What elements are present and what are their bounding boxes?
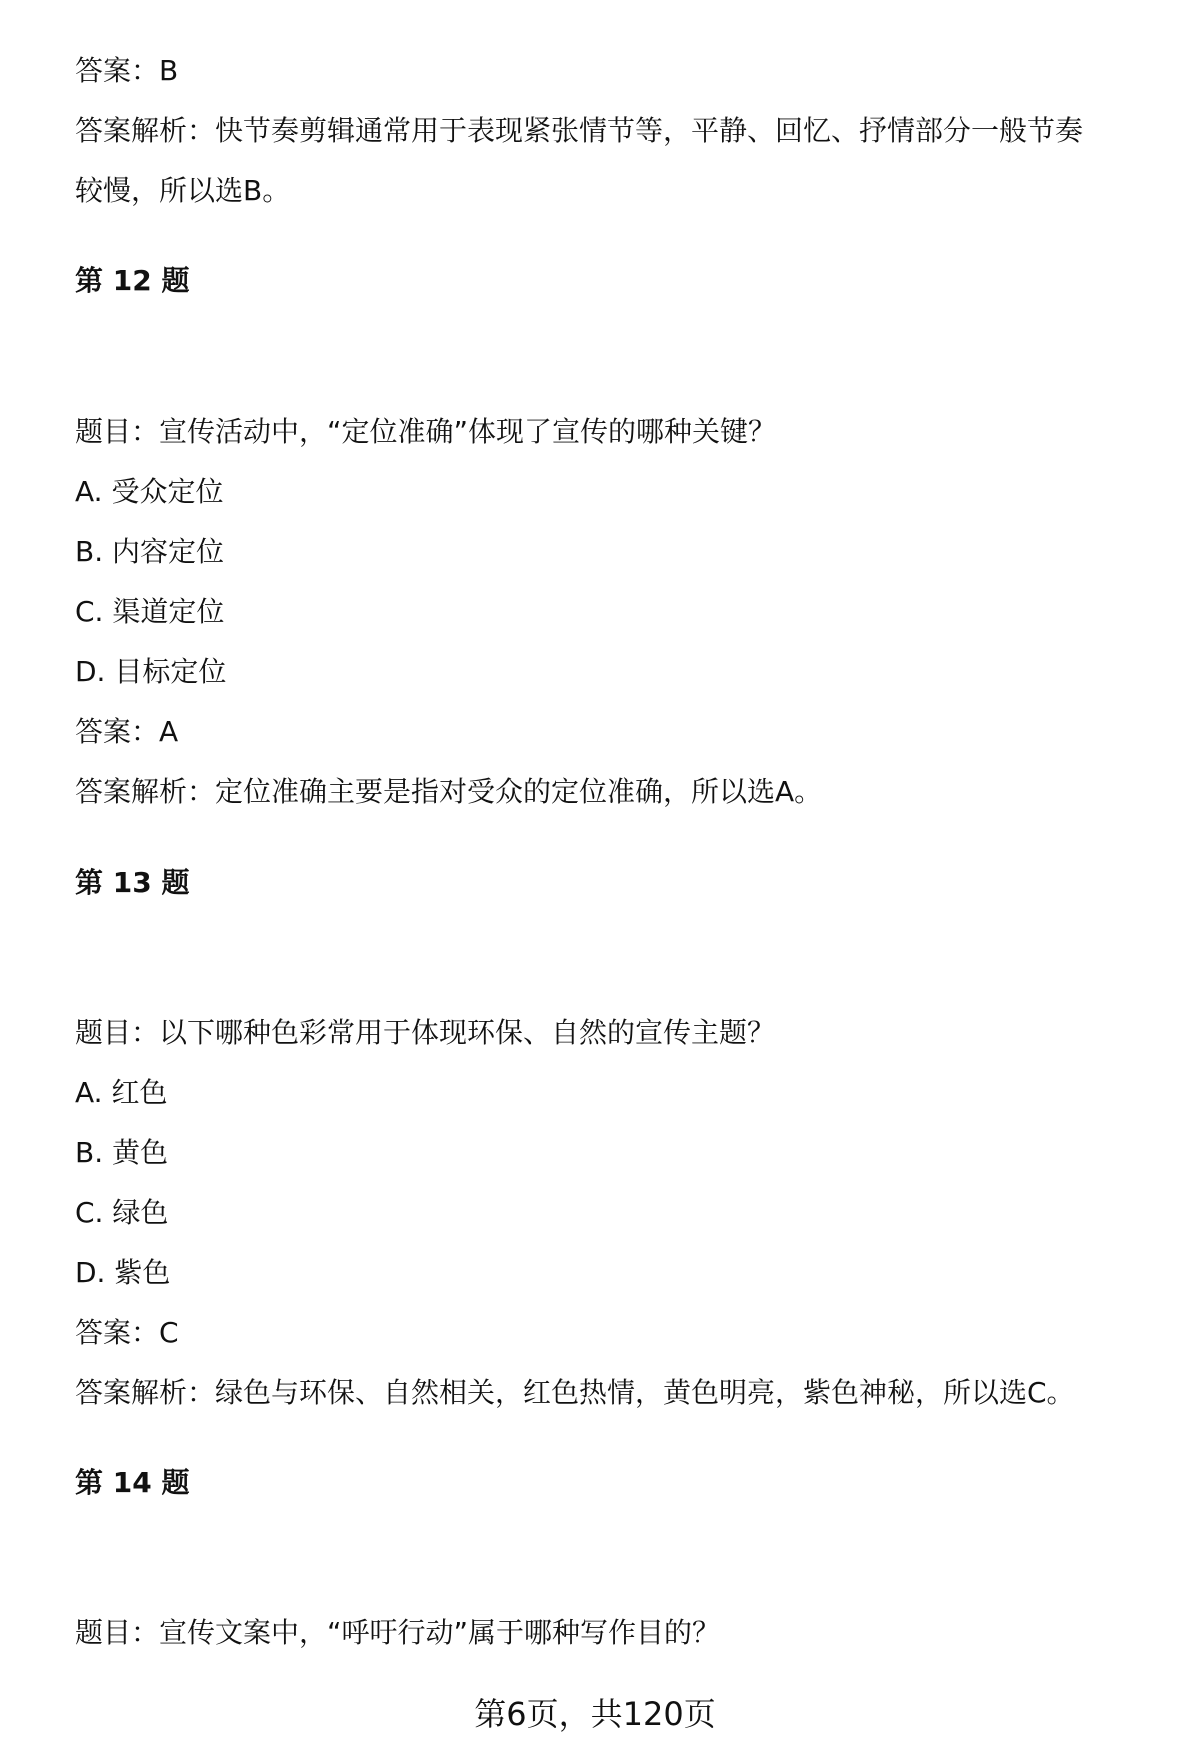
answer: 答案：A <box>75 715 179 748</box>
option-d: D. 紫色 <box>75 1256 171 1289</box>
prev-explanation-line2: 较慢，所以选B。 <box>75 174 291 207</box>
question-stem: 题目：宣传文案中，“呼吁行动”属于哪种写作目的？ <box>75 1616 721 1649</box>
page-number-footer: 第6页，共120页 <box>474 1695 716 1733</box>
prev-answer: 答案：B <box>75 54 179 87</box>
option-c: C. 渠道定位 <box>75 595 225 628</box>
option-d: D. 目标定位 <box>75 655 227 688</box>
prev-explanation-line1: 答案解析：快节奏剪辑通常用于表现紧张情节等，平静、回忆、抒情部分一般节奏 <box>75 114 1084 147</box>
option-b: B. 黄色 <box>75 1136 169 1169</box>
question-heading: 第 14 题 <box>75 1466 190 1499</box>
answer-explanation: 答案解析：定位准确主要是指对受众的定位准确，所以选A。 <box>75 775 823 808</box>
option-b: B. 内容定位 <box>75 535 225 568</box>
answer-explanation: 答案解析：绿色与环保、自然相关，红色热情，黄色明亮，紫色神秘，所以选C。 <box>75 1376 1075 1409</box>
question-stem: 题目：宣传活动中，“定位准确”体现了宣传的哪种关键？ <box>75 415 777 448</box>
option-a: A. 受众定位 <box>75 475 224 508</box>
question-heading: 第 12 题 <box>75 264 190 297</box>
answer: 答案：C <box>75 1316 179 1349</box>
option-a: A. 红色 <box>75 1076 168 1109</box>
question-heading: 第 13 题 <box>75 866 190 899</box>
option-c: C. 绿色 <box>75 1196 169 1229</box>
question-stem: 题目：以下哪种色彩常用于体现环保、自然的宣传主题？ <box>75 1016 776 1049</box>
